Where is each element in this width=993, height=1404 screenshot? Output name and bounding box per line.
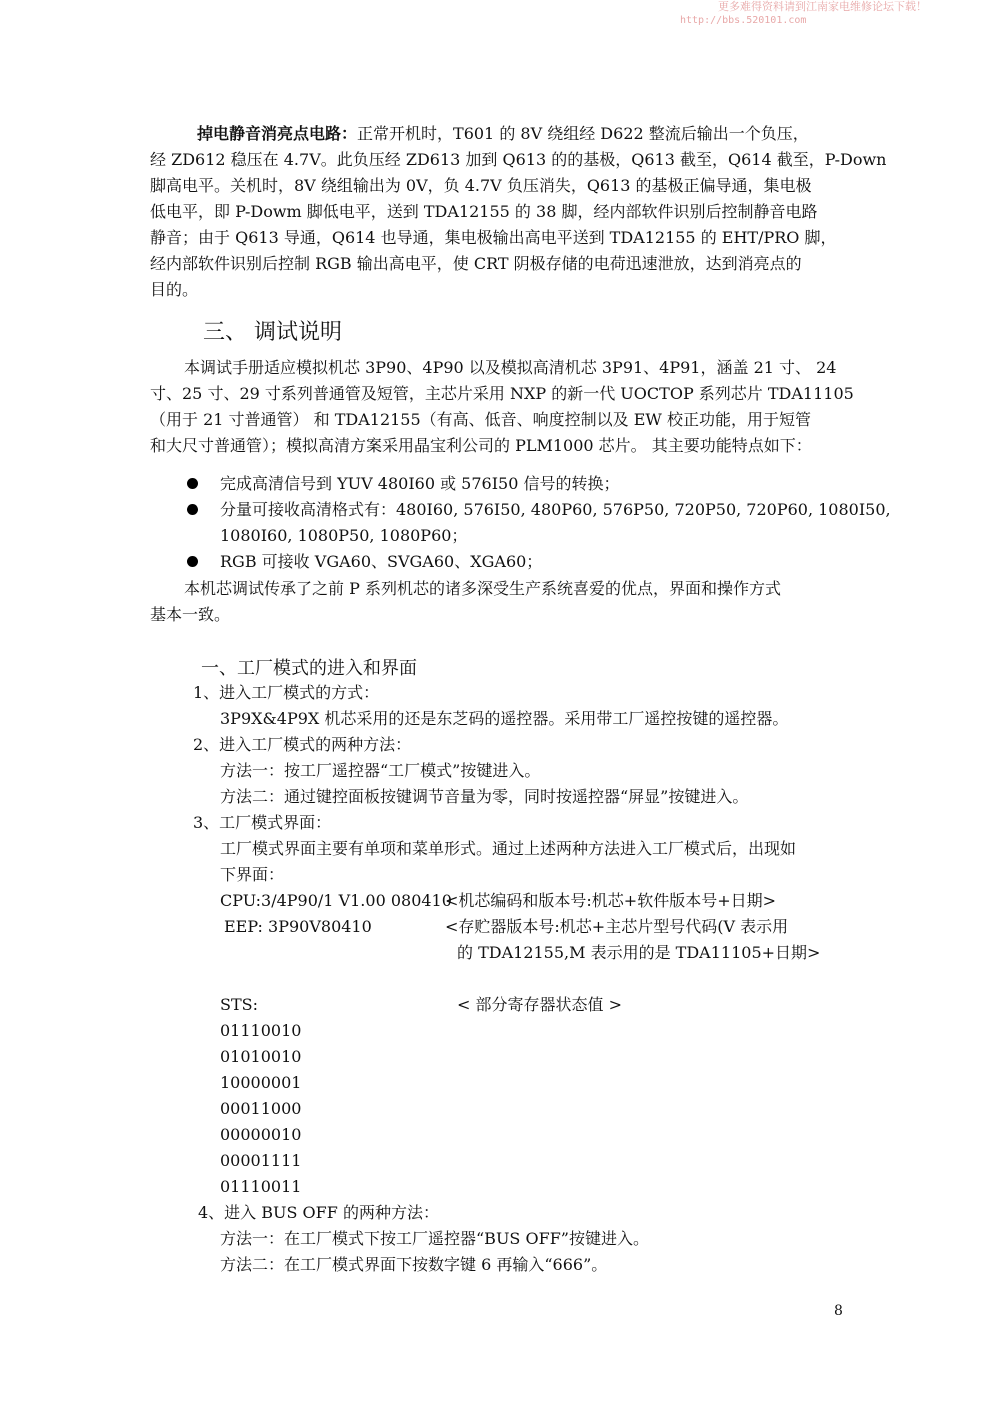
bullet-dot (187, 556, 198, 567)
section1-line-5: 经内部软件识别后控制 RGB 输出高电平，使 CRT 阴极存储的电荷迅速泄放，达到消亮点的 (150, 254, 802, 273)
item1-text: 3P9X&4P9X 机芯采用的还是东芝码的遥控器。采用带工厂遥控按键的遥控器。 (220, 709, 789, 728)
item3-title: 3、工厂模式界面： (193, 813, 332, 832)
cpu-label: CPU:3/4P90/1 V1.00 080410 (220, 891, 452, 910)
watermark-url: http://bbs.520101.com (680, 15, 807, 26)
bullet-item-3: RGB 可接收 VGA60、SVGA60、XGA60； (220, 552, 543, 571)
bullet-dot (187, 478, 198, 489)
section1-line-6: 目的。 (150, 280, 199, 299)
section1-line-4: 静音；由于 Q613 导通，Q614 也导通，集电极输出高电平送到 TDA12155 的 EHT/PRO 脚， (150, 228, 837, 247)
section1-line-1: 经 ZD612 稳压在 4.7V。此负压经 ZD613 加到 Q613 的的基极，Q613 截至，Q614 截至，P-Down (150, 150, 887, 169)
bullet-item-2: 分量可接收高清格式有：480I60, 576I50, 480P60, 576P50, 720P50, 720P60, 1080I50, (220, 500, 891, 519)
bullet-item-2-cont: 1080I60, 1080P50, 1080P60； (220, 526, 468, 545)
item2-method2: 方法二：通过键控面板按键调节音量为零，同时按遥控器“屏显”按键进入。 (220, 787, 749, 806)
sts-value: 01110010 (220, 1021, 302, 1040)
item3-text1: 工厂模式界面主要有单项和菜单形式。通过上述两种方法进入工厂模式后，出现如 (220, 839, 797, 858)
sts-desc: < 部分寄存器状态值 > (457, 995, 622, 1014)
section1-line-2: 脚高电平。关机时，8V 绕组输出为 0V，负 4.7V 负压消失，Q613 的基极正偏导通，集电极 (150, 176, 812, 195)
item4-method1: 方法一：在工厂模式下按工厂遥控器“BUS OFF”按键进入。 (220, 1229, 649, 1248)
item3-text2: 下界面： (220, 865, 285, 884)
outro-line-0: 本机芯调试传承了之前 P 系列机芯的诸多深受生产系统喜爱的优点，界面和操作方式 (184, 579, 781, 598)
sts-value: 00001111 (220, 1151, 302, 1170)
intro-line-2: （用于 21 寸普通管） 和 TDA12155（有高、低音、响度控制以及 EW 校正功能，用于短管 (150, 410, 811, 429)
eep-label: EEP: 3P90V80410 (224, 917, 372, 936)
sts-value: 01110011 (220, 1177, 302, 1196)
section1-line-3: 低电平，即 P-Dowm 脚低电平，送到 TDA12155 的 38 脚，经内部软件识别后控制静音电路 (150, 202, 818, 221)
page-number: 8 (834, 1303, 843, 1319)
outro-line-1: 基本一致。 (150, 605, 231, 624)
section3-heading: 三、 调试说明 (203, 320, 342, 345)
cpu-desc: <机芯编码和版本号:机芯+软件版本号+日期> (445, 891, 777, 910)
eep-desc-2: 的 TDA12155,M 表示用的是 TDA11105+日期> (457, 943, 821, 962)
watermark-text: 更多难得资料请到江南家电维修论坛下载！ (718, 0, 927, 13)
sts-value: 00011000 (220, 1099, 302, 1118)
item1-title: 1、进入工厂模式的方式： (193, 683, 380, 702)
item2-title: 2、进入工厂模式的两种方法： (193, 735, 412, 754)
item4-title: 4、进入 BUS OFF 的两种方法： (198, 1203, 439, 1222)
sts-label: STS: (220, 995, 258, 1014)
bullet-item-1: 完成高清信号到 YUV 480I60 或 576I50 信号的转换； (220, 474, 620, 493)
factory-heading: 一、工厂模式的进入和界面 (201, 658, 417, 679)
eep-desc-1: <存贮器版本号:机芯+主芯片型号代码(V 表示用 (445, 917, 789, 936)
item2-method1: 方法一：按工厂遥控器“工厂模式”按键进入。 (220, 761, 541, 780)
sts-value: 00000010 (220, 1125, 302, 1144)
intro-line-1: 寸、25 寸、29 寸系列普通管及短管，主芯片采用 NXP 的新一代 UOCTOP 系列芯片 TDA11105 (150, 384, 854, 403)
bullet-dot (187, 504, 198, 515)
section1-lead: 掉电静音消亮点电路： (197, 124, 358, 143)
sts-value: 01010010 (220, 1047, 302, 1066)
intro-line-0: 本调试手册适应模拟机芯 3P90、4P90 以及模拟高清机芯 3P91、4P91，涵盖 21 寸、 24 (184, 358, 837, 377)
item4-method2: 方法二：在工厂模式界面下按数字键 6 再输入“666”。 (220, 1255, 608, 1274)
intro-line-3: 和大尺寸普通管）；模拟高清方案采用晶宝利公司的 PLM1000 芯片。 其主要功能特点如下： (150, 436, 812, 455)
section1-line-0: 掉电静音消亮点电路：正常开机时，T601 的 8V 绕组经 D622 整流后输出一个负压， (197, 124, 809, 143)
sts-value: 10000001 (220, 1073, 302, 1092)
